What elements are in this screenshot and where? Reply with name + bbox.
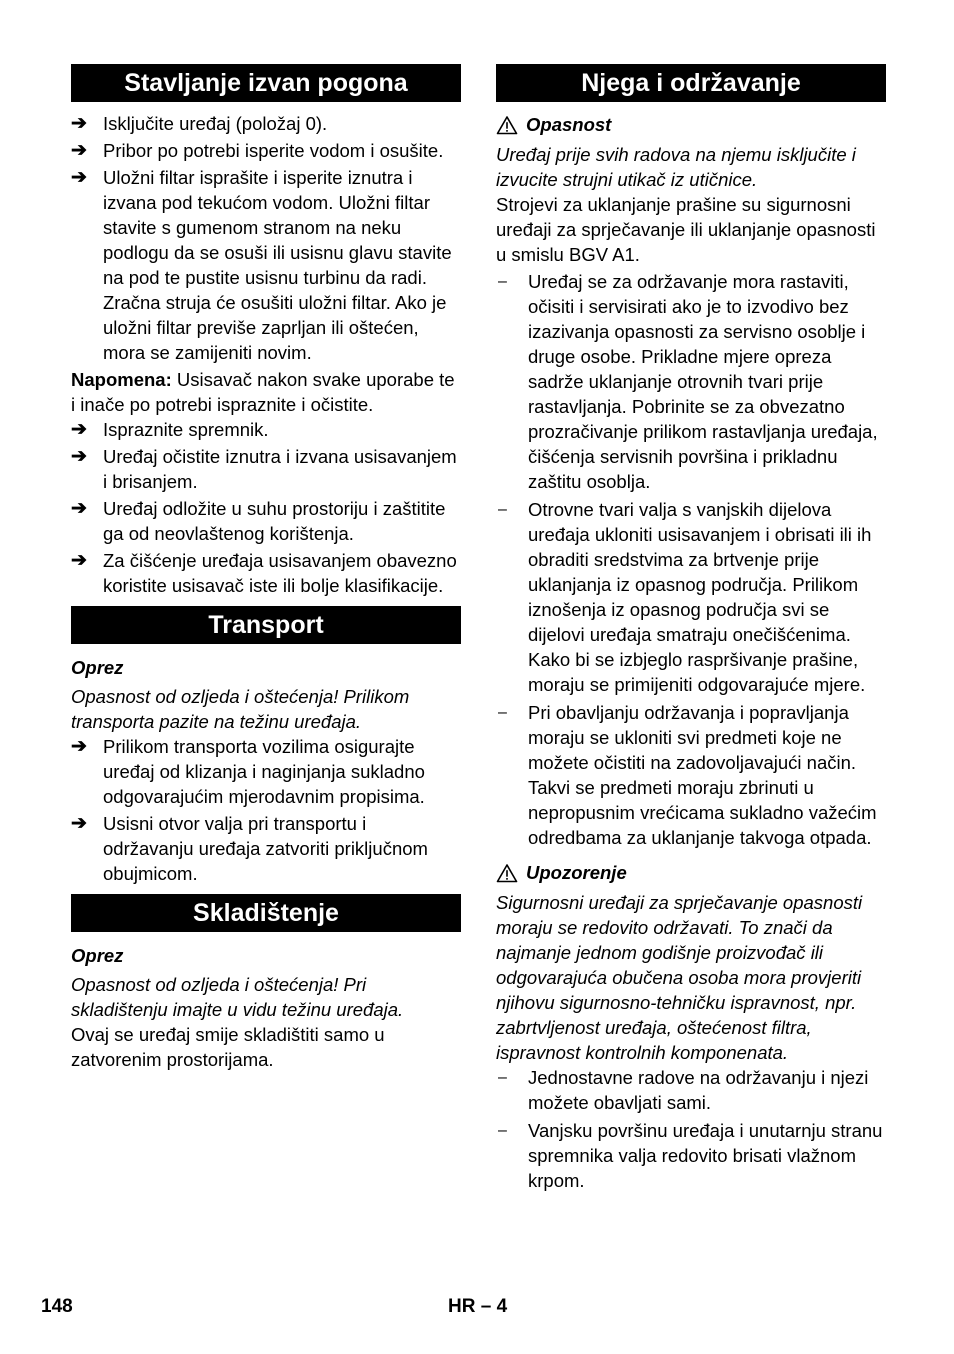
danger-label: Opasnost [526, 114, 612, 135]
note-text: Usisavač nakon svake uporabe te i inače po potrebi ispraznite i očistite. [71, 369, 455, 415]
warning-triangle-icon [496, 115, 518, 135]
list-item: ➔ Ispraznite spremnik. [71, 419, 269, 440]
arrow-icon: ➔ [71, 167, 87, 188]
dash-bullet: – [498, 704, 507, 721]
list-item: – Jednostavne radove na održavanju i njezi možete obavljati sami. [498, 1067, 869, 1113]
arrow-icon: ➔ [71, 498, 87, 519]
section-title-maintenance: Njega i održavanje [496, 64, 886, 102]
caution-label: Oprez [71, 657, 124, 678]
caution-text: Opasnost od ozljeda i oštećenja! Pri skladištenju imajte u vidu težinu uređaja. [71, 974, 404, 1020]
section-title-transport: Transport [71, 606, 461, 644]
list-item: – Otrovne tvari valja s vanjskih dijelova uređaja ukloniti usisavanjem i obrisati ili ih obraditi sredstvima za brtvenje prije uklanjanja iz opasnog područja. Prilikom iznošenja iz opasnog područja svi se dijelovi uređaja smatraju onečišćenima. Kako bi se izbjeglo raspršivanje prašine, moraju se primijeniti odgovarajuće mjere. [498, 499, 872, 695]
list-item: ➔ Uložni filtar isprašite i isperite iznutra i izvana pod tekućom vodom. Uložni filtar stavite s gumenom stranom na neku podlogu da se osuši ili usisnu glavu stavite na pod te pustite usisnu turbinu da radi. Zračna struja će osušiti uložni filtar. Ako je uložni filtar previše zaprljan ili oštećen, mora se zamijeniti novim. [71, 167, 452, 363]
note-label: Napomena: [71, 369, 172, 390]
list-item: – Pri obavljanju održavanja i popravljanja moraju se ukloniti svi predmeti koje ne možete očistiti na zadovoljavajući način. Takvi se predmeti moraju zbrinuti u nepropusnim vrećicama sukladno važećim odredbama za uklanjanje takvoga otpada. [498, 702, 877, 848]
dash-bullet: – [498, 1122, 507, 1139]
arrow-icon: ➔ [71, 113, 87, 134]
warning-triangle-icon [496, 863, 518, 883]
warning-label: Upozorenje [526, 862, 627, 883]
page-number: 148 [41, 1296, 73, 1317]
left-column [71, 64, 461, 1072]
list-item: ➔ Za čišćenje uređaja usisavanjem obavezno koristite usisavač iste ili bolje klasifikacije. [71, 550, 457, 596]
dash-bullet: – [498, 273, 507, 290]
list-item: ➔ Uređaj očistite iznutra i izvana usisavanjem i brisanjem. [71, 446, 457, 492]
right-column [496, 64, 886, 1196]
caution-label: Oprez [71, 945, 124, 966]
list-item: ➔ Isključite uređaj (položaj 0). [71, 113, 328, 134]
arrow-icon: ➔ [71, 140, 87, 161]
arrow-icon: ➔ [71, 736, 87, 757]
section-title-storage: Skladištenje [71, 894, 461, 932]
list-item: ➔ Pribor po potrebi isperite vodom i osušite. [71, 140, 444, 161]
arrow-icon: ➔ [71, 550, 87, 571]
list-item: ➔ Usisni otvor valja pri transportu i održavanju uređaja zatvoriti priključnom obujmicom. [71, 813, 428, 884]
caution-text: Opasnost od ozljeda i oštećenja! Prilikom transporta pazite na težinu uređaja. [71, 686, 410, 732]
dash-bullet: – [498, 1069, 507, 1086]
arrow-icon: ➔ [71, 446, 87, 467]
danger-heading [496, 112, 886, 137]
danger-text: Uređaj prije svih radova na njemu isključite i izvucite strujni utikač iz utičnice. [496, 144, 856, 190]
list-item: ➔ Prilikom transporta vozilima osigurajte uređaj od klizanja i naginjanja sukladno odgovarajućim mjerodavnim propisima. [71, 736, 425, 807]
section-title-decommissioning: Stavljanje izvan pogona [71, 64, 461, 102]
arrow-icon: ➔ [71, 813, 87, 834]
page-code: HR – 4 [448, 1296, 508, 1317]
warning-text: Sigurnosni uređaji za sprječavanje opasnosti moraju se redovito održavati. To znači da najmanje jednom godišnje proizvođač ili odgovarajuća obučena osoba mora provjeriti njihovu sigurnosno-tehničku ispravnost, npr. zabrtvljenost uređaja, oštećenost filtra, ispravnost kontrolnih komponenata. [496, 892, 863, 1063]
dash-bullet: – [498, 501, 507, 518]
note-paragraph [71, 367, 461, 417]
list-item: ➔ Uređaj odložite u suhu prostoriju i zaštitite ga od neovlaštenog korištenja. [71, 498, 446, 544]
arrow-icon: ➔ [71, 419, 87, 440]
list-item: – Vanjsku površinu uređaja i unutarnju stranu spremnika valja redovito brisati vlažnom krpom. [498, 1120, 883, 1191]
list-item: – Uređaj se za održavanje mora rastaviti, očisiti i servisirati ako je to izvodivo bez izazivanja opasnosti za servisno osoblje i druge osobe. Prikladne mjere opreza sadrže uklanjanje otrovnih tvari prije rastavljanja. Pobrinite se za obvezatno prozračivanje prilikom rastavljanja uređaja, čišćenja servisnih površina i prikladnu zaštitu osoblja. [498, 271, 878, 492]
storage-text: Ovaj se uređaj smije skladištiti samo u zatvorenim prostorijama. [71, 1024, 385, 1070]
intro-text: Strojevi za uklanjanje prašine su sigurnosni uređaji za sprječavanje ili uklanjanje opasnosti u smislu BGV A1. [496, 194, 876, 265]
warning-heading [496, 860, 886, 885]
